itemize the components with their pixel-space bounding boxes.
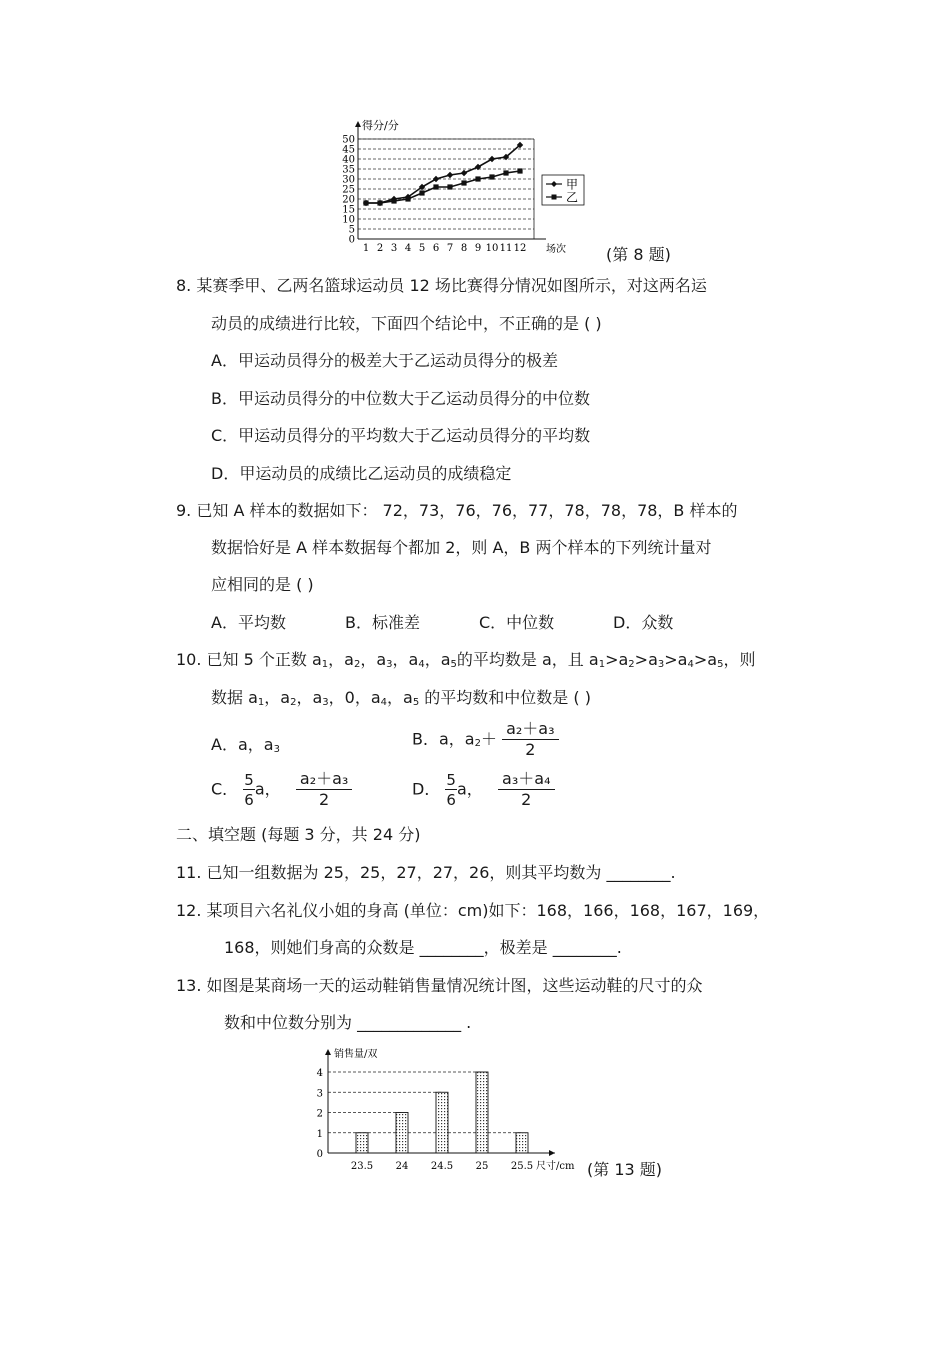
legend-label-乙: 乙 [566, 190, 579, 205]
q8-line2: 动员的成绩进行比较，下面四个结论中，不正确的是 ( ) [211, 314, 602, 333]
x-tick-label: 9 [474, 243, 482, 254]
y-tick-label: 0 [316, 1149, 323, 1160]
q12-line1: 12. 某项目六名礼仪小姐的身高 (单位：cm)如下：168，166，168，167，169， [176, 901, 770, 920]
y-axis-label: 销售量/双 [334, 1049, 378, 1060]
y-axis-label: 得分/分 [362, 119, 399, 132]
y-tick-label: 30 [342, 174, 355, 186]
section-2-heading: 二、填空题 (每题 3 分，共 24 分) [176, 825, 421, 844]
figure-8-caption: (第 8 题) [606, 245, 671, 264]
series-line-甲 [366, 145, 520, 203]
x-axis-arrow [549, 1150, 555, 1156]
y-tick-label: 1 [316, 1128, 323, 1140]
x-tick-label: 1 [362, 243, 370, 254]
bar-24 [396, 1113, 408, 1154]
y-tick-label: 2 [316, 1108, 323, 1120]
x-tick-label: 11 [499, 243, 513, 254]
q13-line2: 数和中位数分别为 _____________ . [224, 1013, 472, 1032]
bar-23.5 [356, 1133, 368, 1153]
x-tick-label: 12 [513, 243, 527, 254]
data-point-甲 [461, 170, 467, 176]
bar-25.5 [516, 1133, 528, 1153]
data-point-乙 [447, 184, 452, 189]
y-tick-label: 20 [342, 194, 355, 206]
y-tick-label: 0 [348, 234, 355, 246]
data-point-乙 [419, 190, 424, 195]
legend-marker-乙 [552, 195, 557, 200]
q9-option-d: D．众数 [613, 613, 674, 632]
q10-option-a: A．a，$a_3$ [211, 735, 280, 755]
x-tick-label: 8 [460, 243, 468, 254]
q9-line1: 9. 已知 A 样本的数据如下： 72，73，76，76，77，78，78，78，B 样本的 [176, 501, 738, 520]
data-point-甲 [433, 176, 439, 182]
q8-option-d: D．甲运动员的成绩比乙运动员的成绩稳定 [211, 464, 512, 483]
data-point-甲 [447, 172, 453, 178]
data-point-乙 [363, 200, 368, 205]
bar-24.5 [436, 1092, 448, 1153]
q8-option-a: A．甲运动员得分的极差大于乙运动员得分的极差 [211, 351, 558, 370]
q10-line1: 10. 已知 5 个正数 $a_1$，$a_2$，$a_3$，$a_4$，$a_5$的平均数是 a，且 $a_1>a_2>a_3>a_4>a_5$，则 [176, 650, 756, 670]
y-tick-label: 15 [342, 204, 355, 216]
data-point-乙 [461, 180, 466, 185]
data-point-乙 [503, 170, 508, 175]
q10-option-d: D． $\frac{5}{6}$ a， $\frac{\text{a₃＋a₄}}{2}$ [412, 770, 555, 809]
q10-option-c: C． $\frac{5}{6}$ a， $\frac{\text{a₂＋a₃}}{2}$ [211, 770, 352, 809]
q8-option-b: B．甲运动员得分的中位数大于乙运动员得分的中位数 [211, 389, 590, 408]
q13-line1: 13. 如图是某商场一天的运动鞋销售量情况统计图，这些运动鞋的尺寸的众 [176, 976, 703, 995]
bar-25 [476, 1072, 488, 1153]
x-tick-label: 24 [395, 1161, 409, 1172]
data-point-乙 [391, 198, 396, 203]
y-tick-label: 3 [316, 1088, 323, 1100]
series-line-乙 [366, 171, 520, 203]
q10-b-fraction: $\frac{\text{a₂＋a₃}}{2}$ [502, 720, 558, 759]
q12-line2: 168，则她们身高的众数是 ________，极差是 ________. [224, 938, 622, 957]
y-tick-label: 50 [342, 134, 355, 146]
y-tick-label: 35 [342, 164, 355, 176]
x-tick-label: 4 [404, 243, 412, 254]
x-axis-label: 尺寸/cm [536, 1161, 575, 1172]
x-tick-label: 24.5 [430, 1161, 454, 1172]
q9-option-a: A．平均数 [211, 613, 286, 632]
q10-c-fraction: $\frac{\text{a₂＋a₃}}{2}$ [296, 770, 352, 809]
data-point-乙 [405, 196, 410, 201]
data-point-甲 [489, 156, 495, 162]
data-point-乙 [433, 184, 438, 189]
x-tick-label: 6 [432, 243, 440, 254]
q10-d-fraction: $\frac{\text{a₃＋a₄}}{2}$ [498, 770, 554, 809]
x-tick-label: 10 [485, 243, 499, 254]
y-tick-label: 5 [348, 224, 355, 236]
x-tick-label: 2 [376, 243, 384, 254]
q9-option-c: C．中位数 [479, 613, 555, 632]
q8-line1: 8. 某赛季甲、乙两名篮球运动员 12 场比赛得分情况如图所示，对这两名运 [176, 276, 707, 295]
x-tick-label: 23.5 [350, 1161, 374, 1172]
figure-13-caption: (第 13 题) [587, 1160, 663, 1179]
y-axis-arrow [355, 121, 361, 127]
data-point-乙 [475, 176, 480, 181]
y-tick-label: 4 [316, 1068, 323, 1079]
x-axis-label: 场次 [546, 244, 566, 255]
figure-13-bar-chart [300, 1045, 590, 1180]
x-tick-label: 3 [390, 243, 398, 254]
legend-label-甲: 甲 [566, 177, 579, 192]
x-tick-label: 25 [475, 1161, 489, 1172]
x-tick-label: 7 [446, 243, 454, 254]
q9-option-b: B．标准差 [345, 613, 420, 632]
q10-option-b: B．a，$a_2+$ $\frac{\text{a₂＋a₃}}{2}$ [412, 720, 559, 759]
q11: 11. 已知一组数据为 25，25，27，27，26，则其平均数为 ________. [176, 863, 676, 882]
y-tick-label: 45 [342, 144, 355, 156]
q8-option-c: C．甲运动员得分的平均数大于乙运动员得分的平均数 [211, 426, 591, 445]
q10-line2: 数据 $a_1$，$a_2$，$a_3$，0，$a_4$，$a_5$ 的平均数和中位数是 ( ) [211, 688, 591, 708]
y-tick-label: 40 [342, 154, 355, 166]
y-tick-label: 25 [342, 184, 355, 196]
data-point-乙 [517, 168, 522, 173]
y-tick-label: 10 [342, 214, 355, 226]
data-point-乙 [377, 200, 382, 205]
q9-line2: 数据恰好是 A 样本数据每个都加 2，则 A，B 两个样本的下列统计量对 [211, 538, 712, 557]
data-point-乙 [489, 174, 494, 179]
figure-8-line-chart [330, 115, 600, 255]
x-tick-label: 5 [418, 243, 426, 254]
q9-line3: 应相同的是 ( ) [211, 575, 314, 594]
x-tick-label: 25.5 [510, 1161, 534, 1172]
y-axis-arrow [325, 1049, 331, 1055]
